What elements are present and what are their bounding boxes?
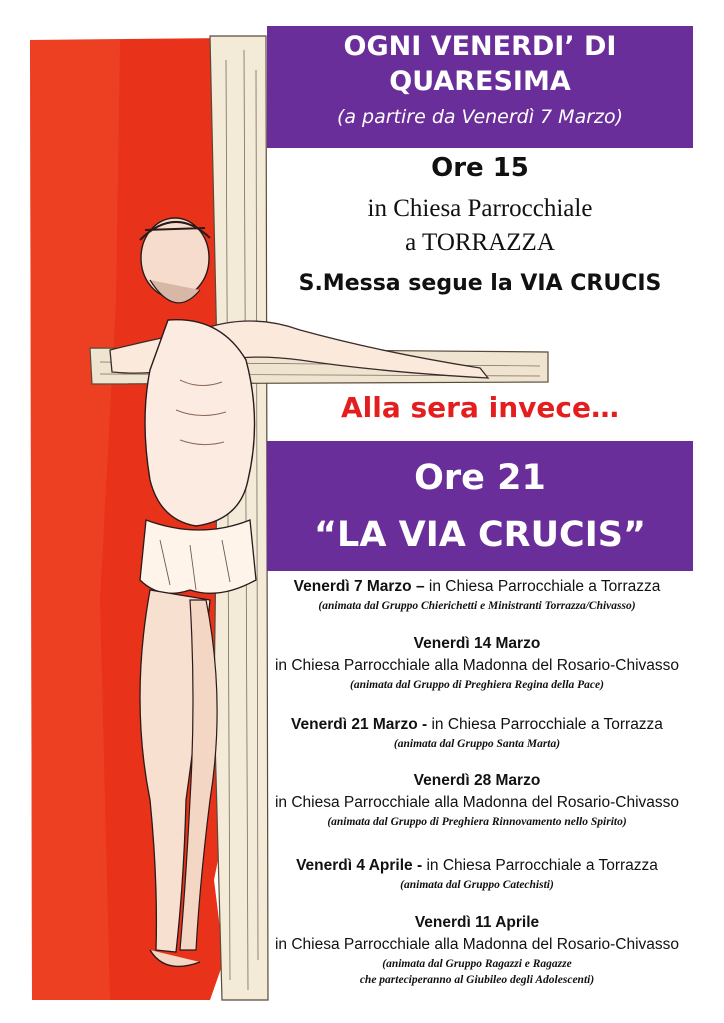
- event-date: Venerdì 11 Aprile: [414, 914, 540, 931]
- event-note: (animata dal Gruppo di Preghiera Rinnovamento nello Spirito): [327, 816, 627, 828]
- event-item: [242, 714, 712, 752]
- event-note: (animata dal Gruppo Chierichetti e Ministranti Torrazza/Chivasso): [318, 600, 636, 612]
- event-note: (animata dal Gruppo Ragazzi e Ragazze: [382, 958, 572, 970]
- event-place: in Chiesa Parrocchiale a Torrazza: [431, 716, 663, 733]
- event-separator: -: [417, 716, 432, 733]
- event-item: [242, 576, 712, 614]
- evening-intro: Alla sera invece…: [341, 391, 619, 424]
- event-note-continued: che parteciperanno al Giubileo degli Adolescenti): [359, 974, 595, 986]
- event-item: [242, 855, 712, 893]
- event-date: Venerdì 14 Marzo: [413, 635, 541, 652]
- header-line2: QUARESIMA: [389, 66, 571, 97]
- event-date: Venerdì 21 Marzo: [291, 716, 418, 733]
- event-date: Venerdì 4 Aprile: [296, 857, 413, 874]
- header-line3: (a partire da Venerdì 7 Marzo): [336, 106, 624, 128]
- event-separator: -: [412, 857, 427, 874]
- header-box: [267, 26, 693, 148]
- evening-box: [267, 441, 693, 571]
- event-date: Venerdì 28 Marzo: [413, 772, 541, 789]
- event-place: in Chiesa Parrocchiale alla Madonna del Rosario-Chivasso: [274, 794, 680, 811]
- header-line1: OGNI VENERDI’ DI: [343, 31, 617, 62]
- event-note: (animata dal Gruppo Catechisti): [400, 879, 554, 891]
- afternoon-mass: S.Messa segue la VIA CRUCIS: [298, 271, 662, 296]
- event-item: [242, 633, 712, 693]
- event-item: [242, 770, 712, 830]
- event-place: in Chiesa Parrocchiale a Torrazza: [428, 578, 661, 595]
- event-date: Venerdì 7 Marzo: [293, 578, 412, 595]
- afternoon-time: Ore 15: [431, 153, 529, 183]
- event-place: in Chiesa Parrocchiale alla Madonna del Rosario-Chivasso: [274, 936, 680, 953]
- evening-title: “LA VIA CRUCIS”: [314, 515, 646, 555]
- event-note: (animata dal Gruppo Santa Marta): [393, 738, 561, 750]
- event-item: [242, 912, 712, 988]
- event-note: (animata dal Gruppo di Preghiera Regina della Pace): [350, 679, 604, 691]
- afternoon-place2: a TORRAZZA: [405, 229, 555, 256]
- evening-time: Ore 21: [414, 458, 546, 498]
- event-separator: –: [411, 578, 429, 595]
- event-place: in Chiesa Parrocchiale a Torrazza: [426, 857, 658, 874]
- event-place: in Chiesa Parrocchiale alla Madonna del Rosario-Chivasso: [274, 657, 680, 674]
- afternoon-place1: in Chiesa Parrocchiale: [367, 195, 593, 222]
